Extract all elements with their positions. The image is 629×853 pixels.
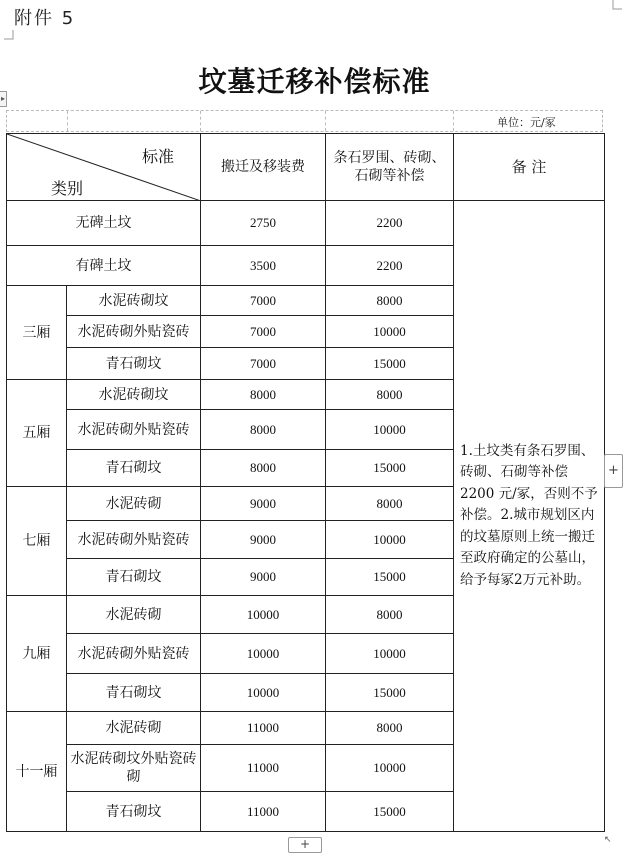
- stone-value: 8000: [326, 596, 454, 634]
- table-move-handle[interactable]: ▸: [0, 91, 7, 107]
- group-name: 十一厢: [7, 712, 67, 832]
- stone-value: 10000: [326, 410, 454, 450]
- relocation-value: 8000: [201, 380, 326, 410]
- stone-value: 8000: [326, 286, 454, 316]
- relocation-value: 11000: [201, 712, 326, 745]
- row-label: 水泥砖砌外贴瓷砖: [67, 521, 201, 559]
- row-label: 水泥砖砌: [67, 712, 201, 745]
- relocation-value: 2750: [201, 201, 326, 246]
- group-name: 七厢: [7, 487, 67, 596]
- stone-value: 15000: [326, 348, 454, 380]
- row-label: 水泥砖砌坟: [67, 380, 201, 410]
- table-resize-icon[interactable]: ↖: [604, 835, 612, 845]
- stone-value: 15000: [326, 450, 454, 487]
- header-category: 类别: [51, 179, 84, 198]
- row-label: 青石砌坟: [67, 450, 201, 487]
- row-label: 青石砌坟: [67, 559, 201, 596]
- group-name: 三厢: [7, 286, 67, 380]
- stone-value: 10000: [326, 521, 454, 559]
- row-label: 水泥砖砌: [67, 487, 201, 521]
- relocation-value: 8000: [201, 450, 326, 487]
- row-label: 水泥砖砌外贴瓷砖: [67, 316, 201, 348]
- stone-value: 15000: [326, 559, 454, 596]
- stone-value: 8000: [326, 380, 454, 410]
- document-title: 坟墓迁移补偿标准: [198, 65, 431, 98]
- diagonal-header-cell: [7, 134, 201, 201]
- stone-value: 10000: [326, 745, 454, 792]
- row-label: 水泥砖砌坟: [67, 286, 201, 316]
- relocation-value: 9000: [201, 521, 326, 559]
- corner-mark-top-right: [612, 0, 622, 10]
- relocation-value: 11000: [201, 792, 326, 832]
- diagonal-line: [7, 134, 201, 201]
- row-label: 水泥砖砌外贴瓷砖: [67, 634, 201, 674]
- relocation-value: 10000: [201, 634, 326, 674]
- stone-value: 2200: [326, 246, 454, 286]
- attachment-label: 附件 5: [14, 8, 76, 29]
- header-standard: 标准: [141, 147, 174, 166]
- table-row: [7, 201, 605, 246]
- row-label: 青石砌坟: [67, 348, 201, 380]
- row-label: 无碑土坟: [7, 201, 201, 246]
- group-name: 九厢: [7, 596, 67, 712]
- relocation-value: 7000: [201, 286, 326, 316]
- row-label: 水泥砖砌坟外贴瓷砖砌: [67, 745, 201, 792]
- row-label: 水泥砖砌外贴瓷砖: [67, 410, 201, 450]
- stone-value: 10000: [326, 634, 454, 674]
- stone-value: 10000: [326, 316, 454, 348]
- row-label: 青石砌坟: [67, 674, 201, 712]
- remarks-cell: 1.土坟类有条石罗围、砖砌、石砌等补偿2200 元/冢，否则不予补偿。2.城市规划区内的坟墓原则上统一搬迁至政府确定的公墓山，给予每冢2万元补助。: [454, 201, 605, 832]
- relocation-value: 3500: [201, 246, 326, 286]
- stone-value: 8000: [326, 712, 454, 745]
- stone-value: 15000: [326, 792, 454, 832]
- relocation-value: 8000: [201, 410, 326, 450]
- header-row: [7, 134, 605, 201]
- relocation-value: 11000: [201, 745, 326, 792]
- row-label: 水泥砖砌: [67, 596, 201, 634]
- relocation-value: 10000: [201, 596, 326, 634]
- group-name: 五厢: [7, 380, 67, 487]
- row-label: 有碑土坟: [7, 246, 201, 286]
- add-row-button[interactable]: +: [288, 837, 322, 853]
- relocation-value: 7000: [201, 316, 326, 348]
- add-column-button[interactable]: +: [604, 454, 623, 488]
- relocation-value: 9000: [201, 487, 326, 521]
- header-stone-compensation: 条石罗围、砖砌、石砌等补偿: [326, 134, 454, 201]
- unit-label: 单位：元/冢: [497, 116, 556, 129]
- compensation-table: [6, 133, 605, 832]
- stone-value: 2200: [326, 201, 454, 246]
- relocation-value: 10000: [201, 674, 326, 712]
- header-relocation-fee: 搬迁及移装费: [201, 134, 326, 201]
- relocation-value: 9000: [201, 559, 326, 596]
- relocation-value: 7000: [201, 348, 326, 380]
- row-label: 青石砌坟: [67, 792, 201, 832]
- corner-mark-top-left: [4, 30, 14, 40]
- stone-value: 8000: [326, 487, 454, 521]
- stone-value: 15000: [326, 674, 454, 712]
- header-remarks: 备 注: [454, 134, 605, 201]
